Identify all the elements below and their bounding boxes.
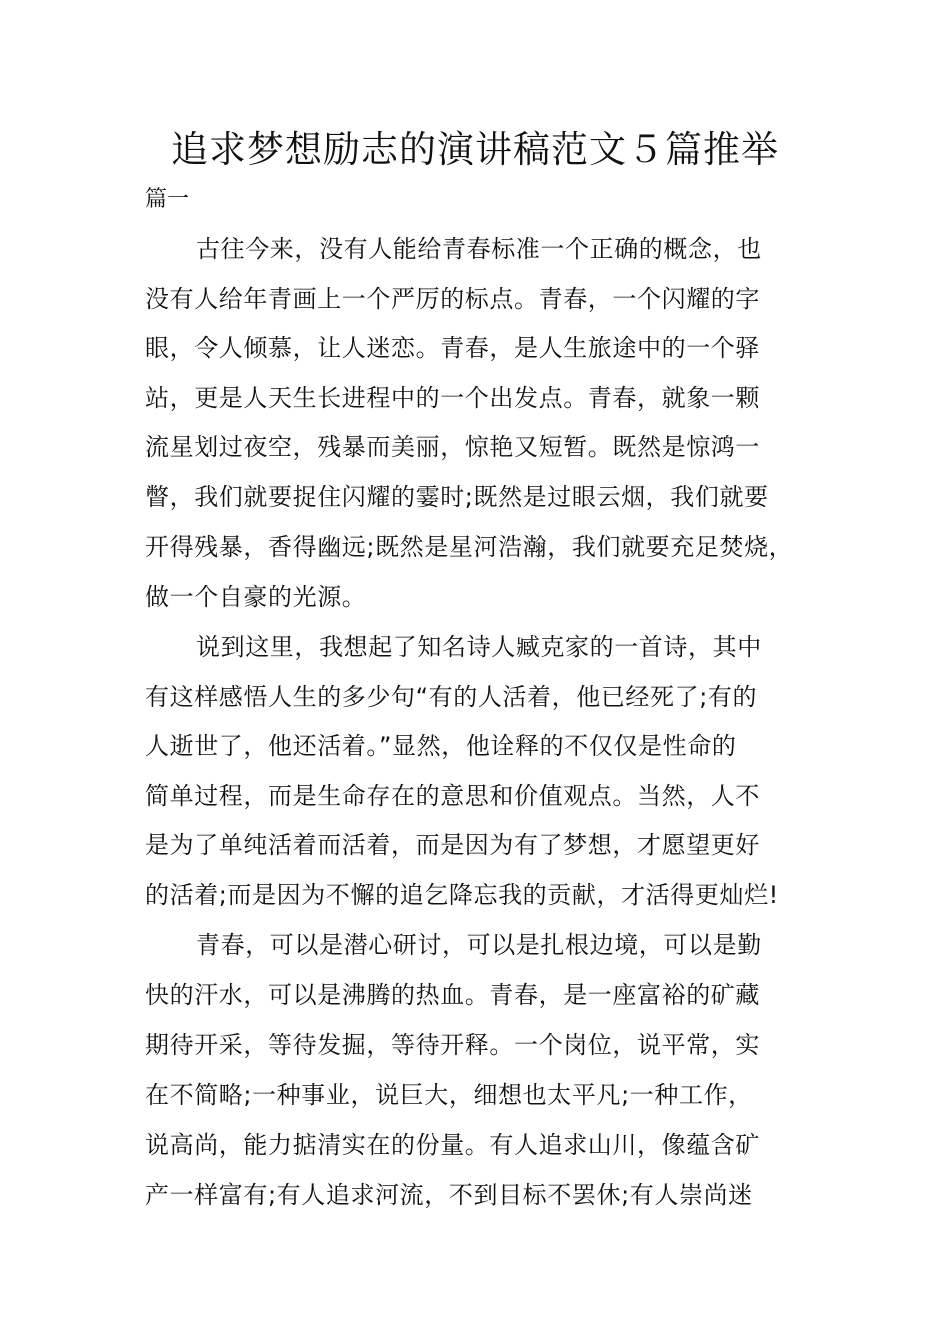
paragraph-line: 瞥，我们就要捉住闪耀的霎时;既然是过眼云烟，我们就要 [145,483,769,511]
paragraph-line: 说到这里，我想起了知名诗人臧克家的一首诗，其中 [196,633,762,661]
paragraph-line: 开得残暴，香得幽远;既然是星河浩瀚，我们就要充足焚烧， [145,533,794,561]
paragraph-line: 的活着;而是因为不懈的追乞降忘我的贡献，才活得更灿烂! [145,881,779,909]
paragraph-line: 说高尚，能力掂清实在的份量。有人追求山川，像蕴含矿 [145,1131,760,1159]
paragraph-line: 站，更是人天生长进程中的一个出发点。青春，就象一颗 [145,384,760,412]
paragraph-line: 人逝世了，他还活着。”显然，他诠释的不仅仅是性命的 [145,732,737,760]
paragraph-line: 眼，令人倾慕，让人迷恋。青春，是人生旅途中的一个驿 [145,334,760,362]
document-title: 追求梦想励志的演讲稿范文５篇推举 [171,128,779,171]
section-label: 篇一 [145,187,190,212]
paragraph-line: 青春，可以是潜心研讨，可以是扎根边境，可以是勤 [196,931,762,959]
paragraph-line: 期待开采，等待发掘，等待开释。一个岗位，说平常，实 [145,1031,760,1059]
paragraph-line: 产一样富有;有人追求河流，不到目标不罢休;有人崇尚迷 [145,1181,753,1209]
paragraph-line: 快的汗水，可以是沸腾的热血。青春，是一座富裕的矿藏 [145,981,760,1009]
paragraph-line: 在不简略;一种事业，说巨大，细想也太平凡;一种工作， [145,1081,753,1109]
paragraph-line: 流星划过夜空，残暴而美丽，惊艳又短暂。既然是惊鸿一 [145,433,760,461]
paragraph-line: 做一个自豪的光源。 [145,583,367,611]
paragraph-line: 简单过程，而是生命存在的意思和价值观点。当然，人不 [145,782,760,810]
paragraph-line: 没有人给年青画上一个严厉的标点。青春，一个闪耀的字 [145,285,760,313]
paragraph-line: 是为了单纯活着而活着，而是因为有了梦想，才愿望更好 [145,831,760,859]
paragraph-line: 有这样感悟人生的多少句“有的人活着，他已经死了;有的 [145,683,758,711]
paragraph-line: 古往今来，没有人能给青春标准一个正确的概念，也 [196,235,762,263]
